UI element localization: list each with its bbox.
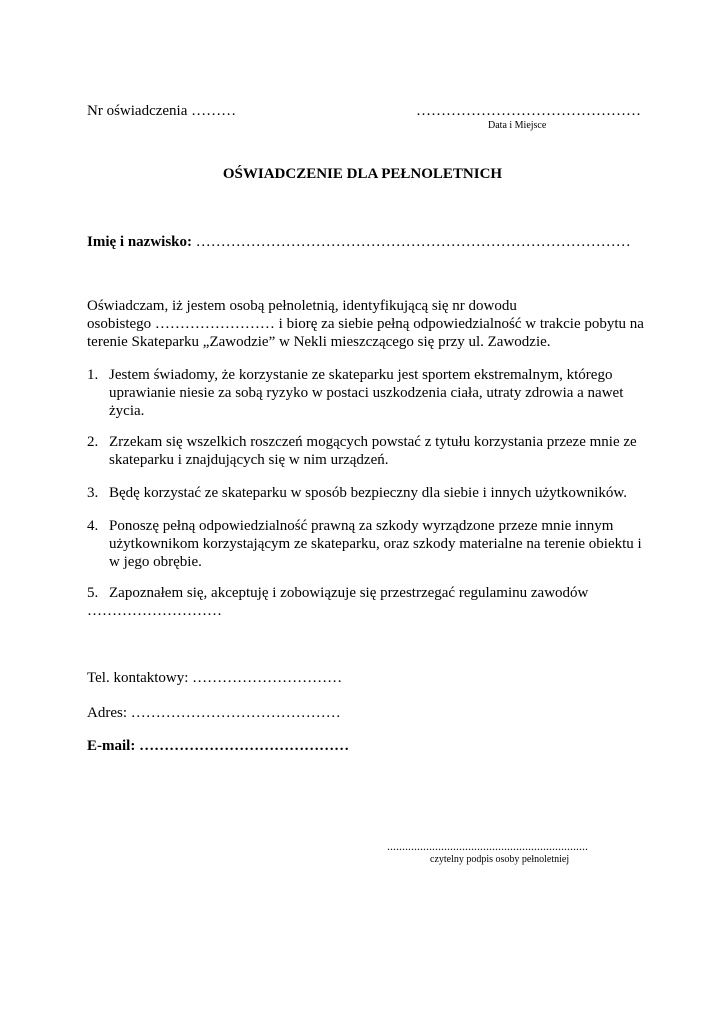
- name-label: Imię i nazwisko:: [87, 234, 192, 250]
- declaration-line: terenie Skateparku „Zawodzie” w Nekli mieszczącego się przy ul. Zawodzie.: [87, 334, 551, 350]
- list-item-line: Ponoszę pełną odpowiedzialność prawną za szkody wyrządzone przeze mnie innym: [109, 518, 614, 534]
- list-item: [87, 366, 647, 420]
- list-item-number: 4.: [87, 518, 99, 534]
- email-field[interactable]: E-mail: ……………………………………: [87, 738, 350, 754]
- list-item-line: Zapoznałem się, akceptuję i zobowiązuje się przestrzegać regulaminu zawodów: [109, 585, 589, 601]
- list-item-line: Jestem świadomy, że korzystanie ze skateparku jest sportem ekstremalnym, którego: [109, 367, 613, 383]
- list-item: [87, 484, 647, 502]
- address-field[interactable]: Adres: ……………………………………: [87, 705, 341, 721]
- name-dots: ……………………………………………………………………………: [195, 234, 631, 250]
- list-item-line: Zrzekam się wszelkich roszczeń mogących powstać z tytułu korzystania przeze mnie ze: [109, 434, 637, 450]
- phone-field[interactable]: Tel. kontaktowy: …………………………: [87, 670, 343, 686]
- list-item-number: 2.: [87, 434, 99, 450]
- list-item-line: skateparku i znajdujących się w nim urządzeń.: [109, 452, 389, 468]
- document-title: OŚWIADCZENIE DLA PEŁNOLETNICH: [222, 166, 503, 182]
- declaration-line: osobistego …………………… i biorę za siebie pełną odpowiedzialność w trakcie pobytu na: [87, 316, 644, 332]
- declaration-paragraph: [87, 297, 647, 351]
- list-item-number: 1.: [87, 367, 99, 383]
- rules-name-field[interactable]: ………………………: [87, 603, 222, 619]
- statement-number-field[interactable]: Nr oświadczenia ………: [87, 103, 237, 119]
- list-item-line: w jego obrębie.: [109, 554, 202, 570]
- name-field[interactable]: [87, 233, 631, 251]
- declaration-line: Oświadczam, iż jestem osobą pełnoletnią, identyfikującą się nr dowodu: [87, 298, 517, 314]
- signature-field[interactable]: ...................................................................: [387, 839, 588, 853]
- list-item: [87, 433, 647, 469]
- list-item: [87, 517, 647, 571]
- list-item-number: 3.: [87, 485, 99, 501]
- list-item-line: Będę korzystać ze skateparku w sposób bezpieczny dla siebie i innych użytkowników.: [109, 485, 628, 501]
- list-item: [87, 584, 647, 620]
- list-item-number: 5.: [87, 585, 99, 601]
- list-item-line: życia.: [109, 403, 145, 419]
- date-place-field[interactable]: ………………………………………: [416, 103, 641, 119]
- signature-caption: czytelny podpis osoby pełnoletniej: [430, 854, 570, 865]
- list-item-line: użytkownikom korzystającym ze skateparku, oraz szkody materialne na terenie obiektu i: [109, 536, 642, 552]
- list-item-line: uprawianie niesie za sobą ryzyko w postaci uszkodzenia ciała, utraty zdrowia a nawet: [109, 385, 624, 401]
- date-place-caption: Data i Miejsce: [488, 120, 547, 131]
